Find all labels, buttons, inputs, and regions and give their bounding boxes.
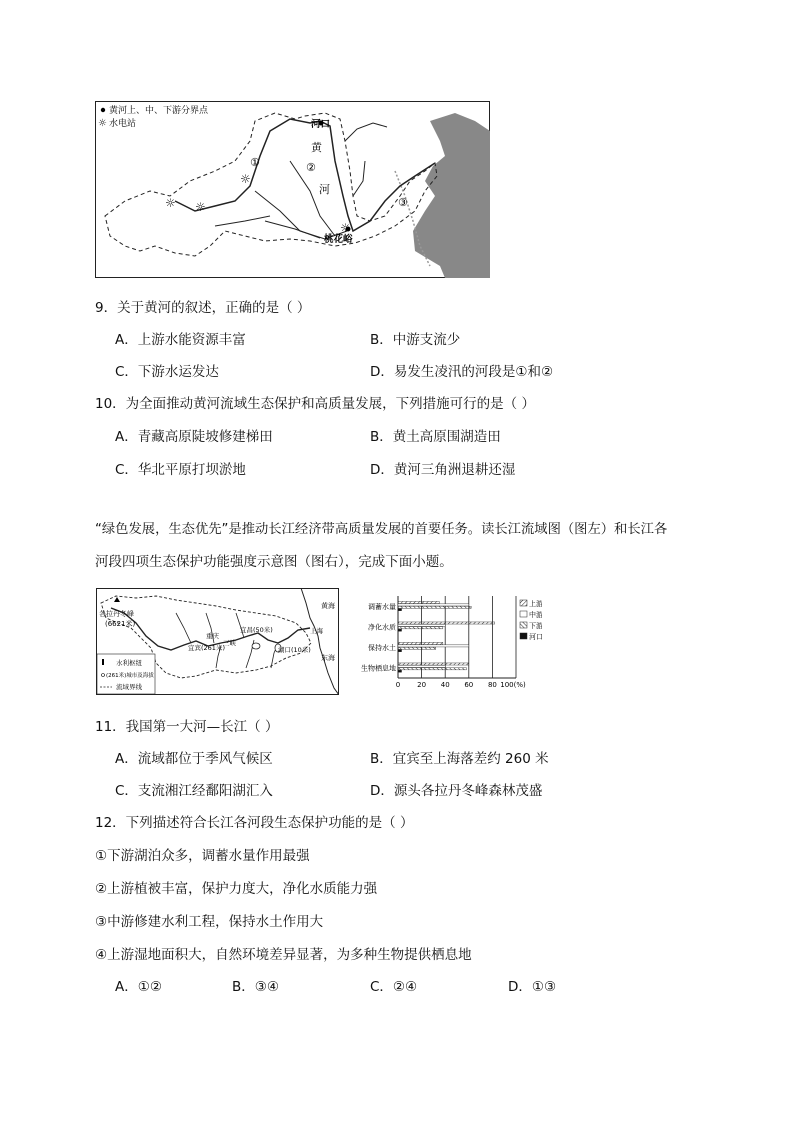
q11-stem: 11．我国第一大河—长江（ ） xyxy=(95,719,279,735)
hukou-label: 湖口(10米) xyxy=(278,646,311,654)
q10-option-c: C．华北平原打坝淤地 xyxy=(115,462,246,478)
chart-bar xyxy=(398,606,471,608)
chart-legend-label: 下游 xyxy=(529,622,542,630)
q11-option-b: B．宜宾至上海落差约 260 米 xyxy=(370,751,549,767)
q9-option-c: C．下游水运发达 xyxy=(115,364,219,380)
chart-bar xyxy=(398,665,445,667)
marker-1: ① xyxy=(250,156,260,169)
donghai-label: 东海 xyxy=(321,654,335,662)
chart-legend-swatch xyxy=(520,622,527,628)
chart-bar xyxy=(398,663,469,665)
chart-tick-label: 40 xyxy=(440,681,450,689)
legend-boundary-label: 流域界线 xyxy=(116,683,142,691)
hydropower-station-icon: ☼ xyxy=(195,200,206,214)
chongqing-label: 重庆 xyxy=(206,632,219,640)
q9-option-a: A．上游水能资源丰富 xyxy=(115,332,246,348)
chart-bar xyxy=(398,601,439,603)
chart-category-label: 生物栖息地 xyxy=(361,664,396,673)
chart-legend-label: 上游 xyxy=(529,600,542,608)
chart-tick-label: 60 xyxy=(464,681,474,689)
q12-statement-1: ①下游湖泊众多，调蓄水量作用最强 xyxy=(95,848,310,864)
intro-line-2: 河段四项生态保护功能强度示意图（图右），完成下面小题。 xyxy=(95,554,453,570)
sanxia-label: 三峡 xyxy=(223,639,236,647)
q12-option-a: A．①② xyxy=(115,979,162,995)
chart-bar xyxy=(398,642,443,644)
legend-point-label: 黄河上、中、下游分界点 xyxy=(109,106,209,116)
q12-statement-2: ②上游植被丰富，保护力度大，净化水质能力强 xyxy=(95,881,378,897)
dam-icon xyxy=(102,659,104,665)
chart-bar xyxy=(398,645,469,647)
chart-tick-label: 20 xyxy=(417,681,427,689)
q12-statement-3: ③中游修建水利工程，保持水土作用大 xyxy=(95,914,324,930)
q9-stem: 9．关于黄河的叙述，正确的是（ ） xyxy=(95,300,311,316)
river-char-2: 河 xyxy=(319,183,330,196)
hydropower-station-icon: ☼ xyxy=(98,118,107,129)
hekou-label: 河口 xyxy=(311,119,331,130)
chart-bar xyxy=(398,609,402,611)
chart-bar xyxy=(398,622,495,624)
chart-tick-label: 100(%) xyxy=(500,681,526,689)
river-char-1: 黄 xyxy=(311,141,322,154)
chart-bar xyxy=(398,624,445,626)
q10-option-b: B．黄土高原围湖造田 xyxy=(370,429,501,445)
chart-legend-swatch xyxy=(520,633,527,639)
q11-option-c: C．支流湘江经鄱阳湖汇入 xyxy=(115,783,273,799)
legend-city-label: (261米)城市及海拔 xyxy=(106,673,154,679)
q9-option-b: B．中游支流少 xyxy=(370,332,461,348)
q10-option-d: D．黄河三角洲退耕还湿 xyxy=(370,462,516,478)
taohuayu-label: 桃花峪 xyxy=(324,234,353,245)
boundary-point-icon xyxy=(101,108,105,112)
q10-option-a: A．青藏高原陡坡修建梯田 xyxy=(115,429,273,445)
yangtze-basin-map xyxy=(96,588,339,695)
peak-label: 各拉丹冬峰 xyxy=(99,610,134,618)
chart-legend-swatch xyxy=(520,611,527,617)
yichang-label: 宜昌(50米) xyxy=(240,626,273,634)
hydropower-station-icon: ☼ xyxy=(340,221,351,235)
q11-option-a: A．流域都位于季风气候区 xyxy=(115,751,273,767)
chart-bar xyxy=(398,668,466,670)
eco-function-chart xyxy=(346,590,542,692)
chart-tick-label: 80 xyxy=(487,681,497,689)
chart-bar xyxy=(398,670,402,672)
shanghai-label: 上海 xyxy=(310,627,323,635)
q9-option-d: D．易发生凌汛的河段是①和② xyxy=(370,364,554,380)
q12-statement-4: ④上游湿地面积大，自然环境差异显著，为多种生物提供栖息地 xyxy=(95,947,472,963)
peak-height-label: (6621米) xyxy=(105,620,136,628)
chart-bar xyxy=(398,650,402,652)
intro-line-1: “绿色发展，生态优先”是推动长江经济带高质量发展的首要任务。读长江流域图（图左）和长江各 xyxy=(95,522,668,537)
q12-option-d: D．①③ xyxy=(508,979,557,995)
chart-category-label: 保持水土 xyxy=(368,643,396,652)
yellow-river-map xyxy=(95,101,490,278)
huanghai-label: 黄海 xyxy=(321,602,335,610)
q12-option-c: C．②④ xyxy=(370,979,418,995)
chart-bar xyxy=(398,647,436,649)
chart-bar xyxy=(398,627,443,629)
marker-2: ② xyxy=(306,161,316,174)
legend-dam-label: 水利枢纽 xyxy=(116,659,142,667)
q10-stem: 10．为全面推动黄河流域生态保护和高质量发展，下列措施可行的是（ ） xyxy=(95,396,535,412)
marker-3: ③ xyxy=(398,196,408,209)
chart-bar xyxy=(398,629,402,631)
chart-legend-label: 河口 xyxy=(529,633,542,641)
chart-tick-label: 0 xyxy=(395,681,401,689)
q11-option-d: D．源头各拉丹冬峰森林茂盛 xyxy=(370,783,543,799)
hydropower-station-icon: ☼ xyxy=(165,196,176,210)
hydropower-station-icon: ☼ xyxy=(240,172,251,186)
yibin-label: 宜宾(261米) xyxy=(188,644,225,652)
chart-bar xyxy=(398,604,469,606)
legend-station-label: 水电站 xyxy=(109,119,137,129)
chart-category-label: 调蓄水量 xyxy=(368,602,396,611)
q12-option-b: B．③④ xyxy=(232,979,279,995)
chart-category-label: 净化水质 xyxy=(368,623,396,632)
chart-legend-swatch xyxy=(520,600,527,606)
q12-stem: 12．下列描述符合长江各河段生态保护功能的是（ ） xyxy=(95,815,414,831)
chart-legend-label: 中游 xyxy=(529,611,542,619)
